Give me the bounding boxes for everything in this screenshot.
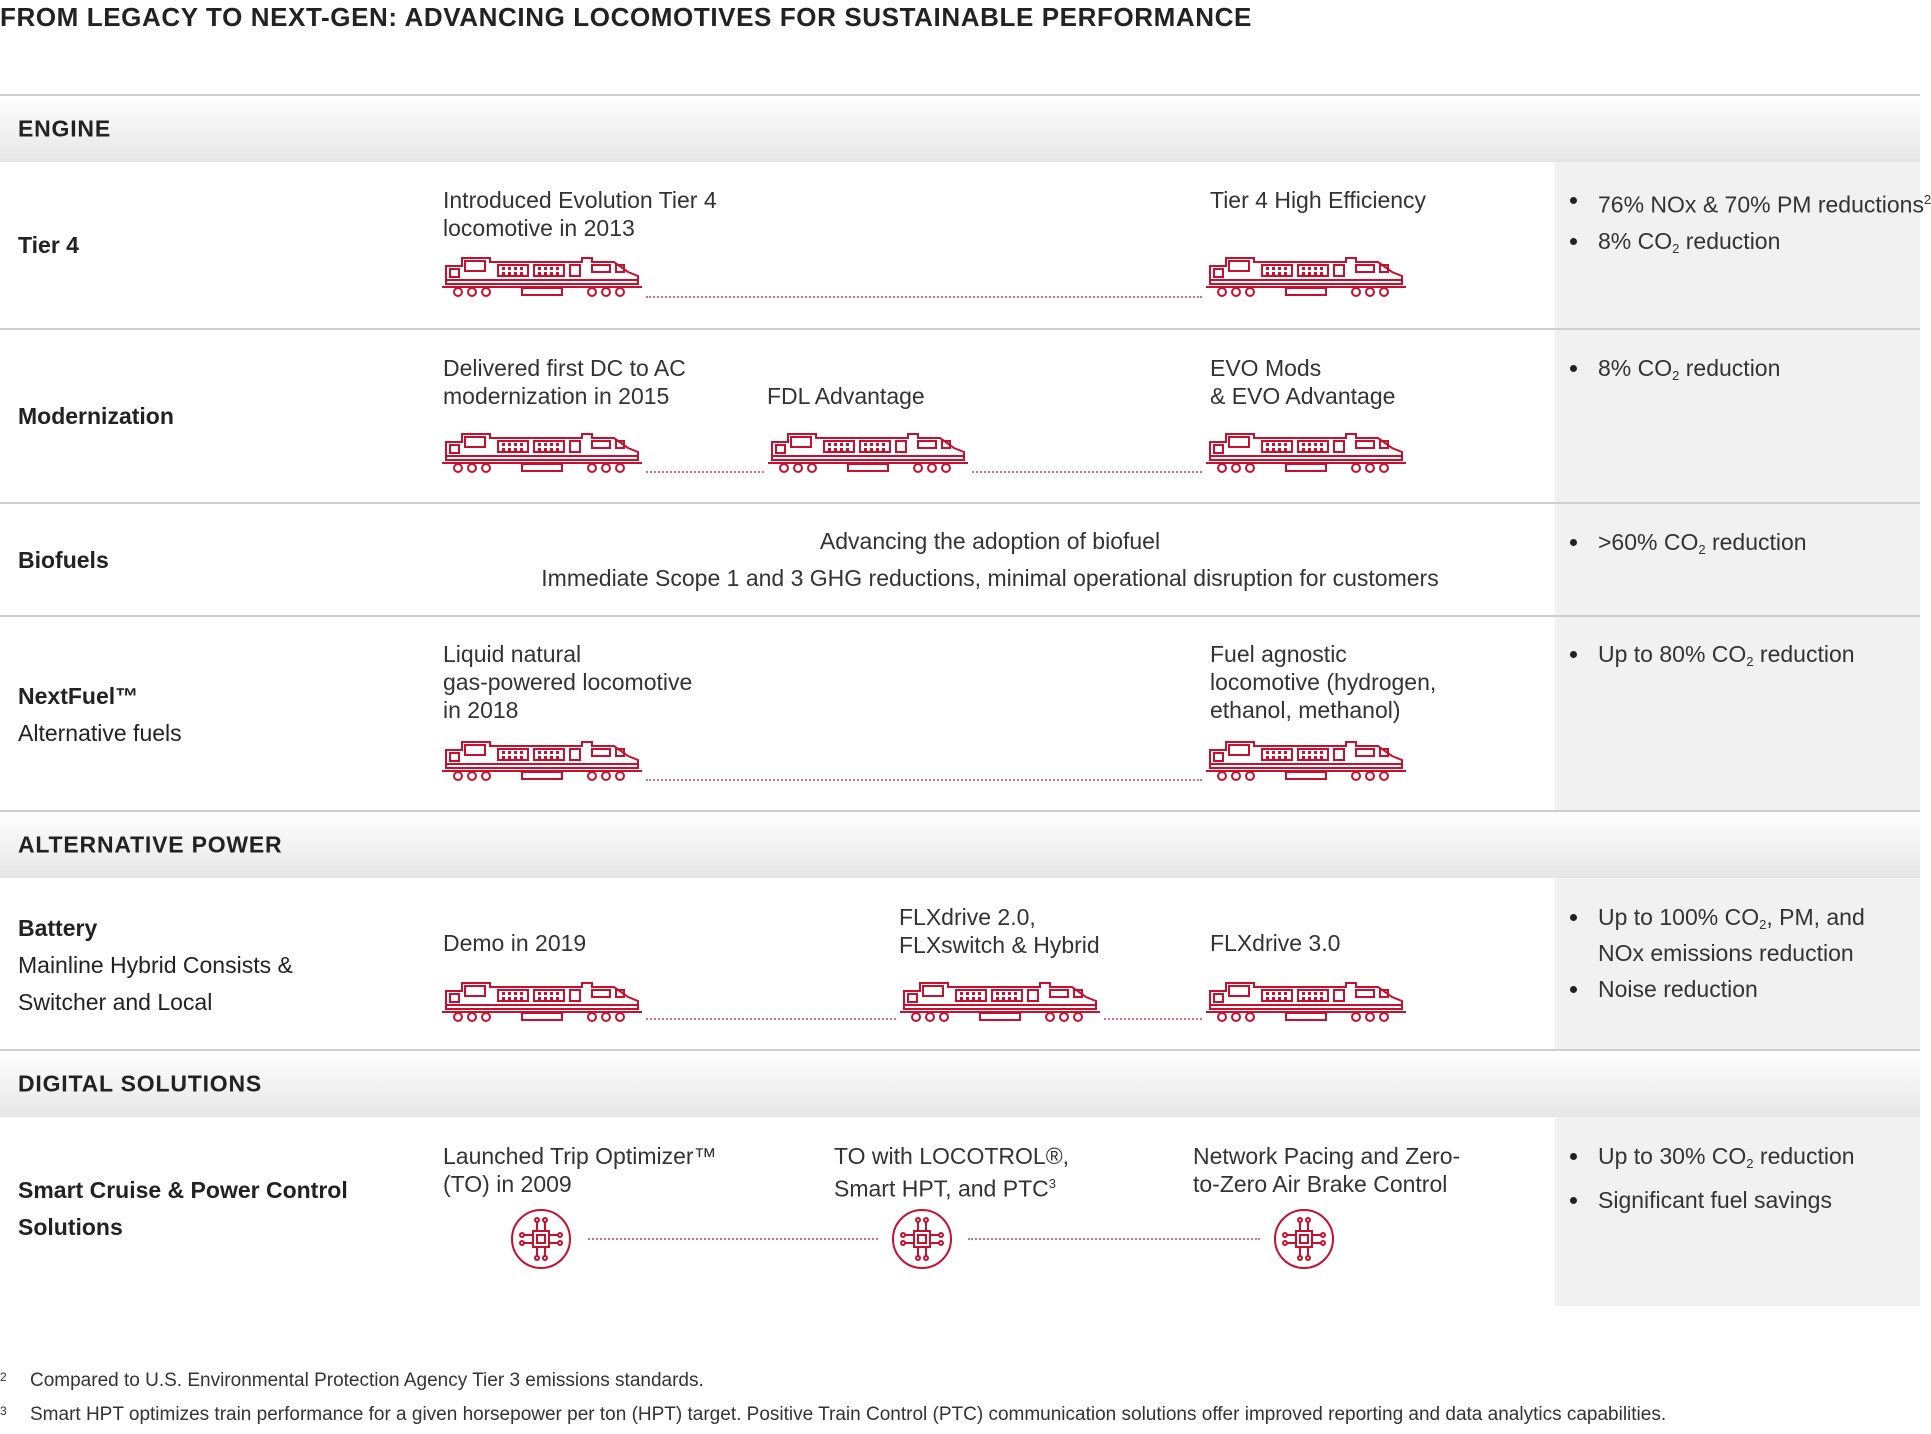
divider (0, 328, 1920, 330)
impact-list-nextfuel (1570, 640, 1855, 684)
biofuels-description: Immediate Scope 1 and 3 GHG reductions, minimal operational disruption for customers (541, 565, 1439, 591)
row-subtitle: Alternative fuels (18, 720, 182, 746)
impact-item: Significant fuel savings (1570, 1186, 1855, 1214)
milestone-text: FDL Advantage (767, 383, 925, 409)
milestone-text: Launched Trip Optimizer™ (TO) in 2009 (443, 1143, 717, 1197)
row-subtitle: Switcher and Local (18, 989, 213, 1015)
row-title: Modernization (18, 403, 174, 429)
row-title: Tier 4 (18, 232, 79, 258)
impact-list-battery (1570, 903, 1865, 1011)
impact-list-tier4 (1570, 186, 1931, 271)
milestone-text: Tier 4 High Efficiency (1210, 187, 1427, 213)
timeline-connector (646, 296, 1202, 298)
timeline-connector (646, 471, 764, 473)
footnote: 3 Smart HPT optimizes train performance for a given horsepower per ton (HPT) target. Positive Train Control (PTC) communication solutions offer improved reporting and data analytics capabilities. (0, 1404, 1667, 1425)
impact-item: 8% $CO_2$ reduction (1570, 227, 1931, 263)
milestone-text: FLXdrive 2.0, FLXswitch & Hybrid (899, 904, 1100, 958)
locomotive-icon (900, 977, 1100, 1023)
timeline-connector (646, 1018, 896, 1020)
divider (0, 502, 1920, 504)
row-title: Biofuels (18, 547, 109, 573)
impact-item: >60% $CO_2$ reduction (1570, 528, 1807, 564)
timeline-connector (588, 1238, 878, 1240)
row-label-tier4 (18, 227, 79, 264)
row-title: Battery (18, 915, 98, 941)
processor-chip-icon (891, 1208, 953, 1270)
section-label: DIGITAL SOLUTIONS (18, 1070, 263, 1097)
section-label: ENGINE (18, 115, 111, 142)
processor-chip-icon (510, 1208, 572, 1270)
locomotive-icon (1206, 252, 1406, 298)
impact-item: Up to 100% $CO_2$, PM, and NOx emissions reduction (1570, 903, 1865, 967)
locomotive-icon (442, 736, 642, 782)
section-header-engine (0, 96, 1920, 162)
timeline-connector (646, 779, 1202, 781)
impact-list-biofuels (1570, 528, 1807, 572)
biofuels-headline: Advancing the adoption of biofuel (819, 528, 1161, 554)
locomotive-icon (768, 428, 968, 474)
row-label-biofuels (18, 542, 109, 579)
locomotive-icon (1206, 428, 1406, 474)
milestone-text: Delivered first DC to AC modernization in 2015 (443, 355, 686, 409)
locomotive-icon (442, 977, 642, 1023)
impact-item: 76% NOx & 70% PM reductions$^2$ (1570, 186, 1931, 219)
milestone-text: Fuel agnostic locomotive (hydrogen, ethanol, methanol) (1210, 641, 1437, 723)
impact-item: Up to 80% $CO_2$ reduction (1570, 640, 1855, 676)
locomotive-icon (1206, 977, 1406, 1023)
locomotive-icon (1206, 736, 1406, 782)
impact-item: Noise reduction (1570, 975, 1865, 1003)
row-label-modernization (18, 398, 174, 435)
locomotive-icon (442, 252, 642, 298)
processor-chip-icon (1273, 1208, 1335, 1270)
section-header-digital-solutions (0, 1051, 1920, 1117)
row-label-nextfuel (18, 678, 182, 752)
milestone-text: Network Pacing and Zero- to-Zero Air Brake Control (1193, 1143, 1461, 1197)
locomotive-icon (442, 428, 642, 474)
row-label-smart-cruise (18, 1172, 348, 1246)
impact-item: 8% $CO_2$ reduction (1570, 354, 1780, 390)
timeline-connector (968, 1238, 1260, 1240)
section-header-alternative-power (0, 812, 1920, 878)
milestone-text: EVO Mods & EVO Advantage (1210, 355, 1396, 409)
row-title: NextFuel™ (18, 683, 139, 709)
milestone-text: FLXdrive 3.0 (1210, 930, 1341, 956)
row-subtitle: Mainline Hybrid Consists & (18, 952, 293, 978)
milestone-text: Demo in 2019 (443, 930, 587, 956)
divider (0, 615, 1920, 617)
footnote: 2 Compared to U.S. Environmental Protection Agency Tier 3 emissions standards. (0, 1370, 704, 1391)
timeline-connector (1104, 1018, 1202, 1020)
row-label-battery (18, 910, 293, 1021)
page-title: FROM LEGACY TO NEXT-GEN: ADVANCING LOCOMOTIVES FOR SUSTAINABLE PERFORMANCE (0, 2, 1252, 32)
impact-list-modernization (1570, 354, 1780, 398)
milestone-text: Introduced Evolution Tier 4 locomotive in 2013 (443, 187, 717, 241)
section-label: ALTERNATIVE POWER (18, 831, 283, 858)
timeline-connector (972, 471, 1202, 473)
milestone-text: Liquid natural gas-powered locomotive in 2018 (443, 641, 693, 723)
row-title: Solutions (18, 1214, 123, 1240)
milestone-text: TO with LOCOTROL®, Smart HPT, and PTC$^3$ (834, 1143, 1070, 1202)
impact-item: Up to 30% $CO_2$ reduction (1570, 1142, 1855, 1178)
impact-list-smart-cruise (1570, 1142, 1855, 1222)
row-title: Smart Cruise & Power Control (18, 1177, 348, 1203)
